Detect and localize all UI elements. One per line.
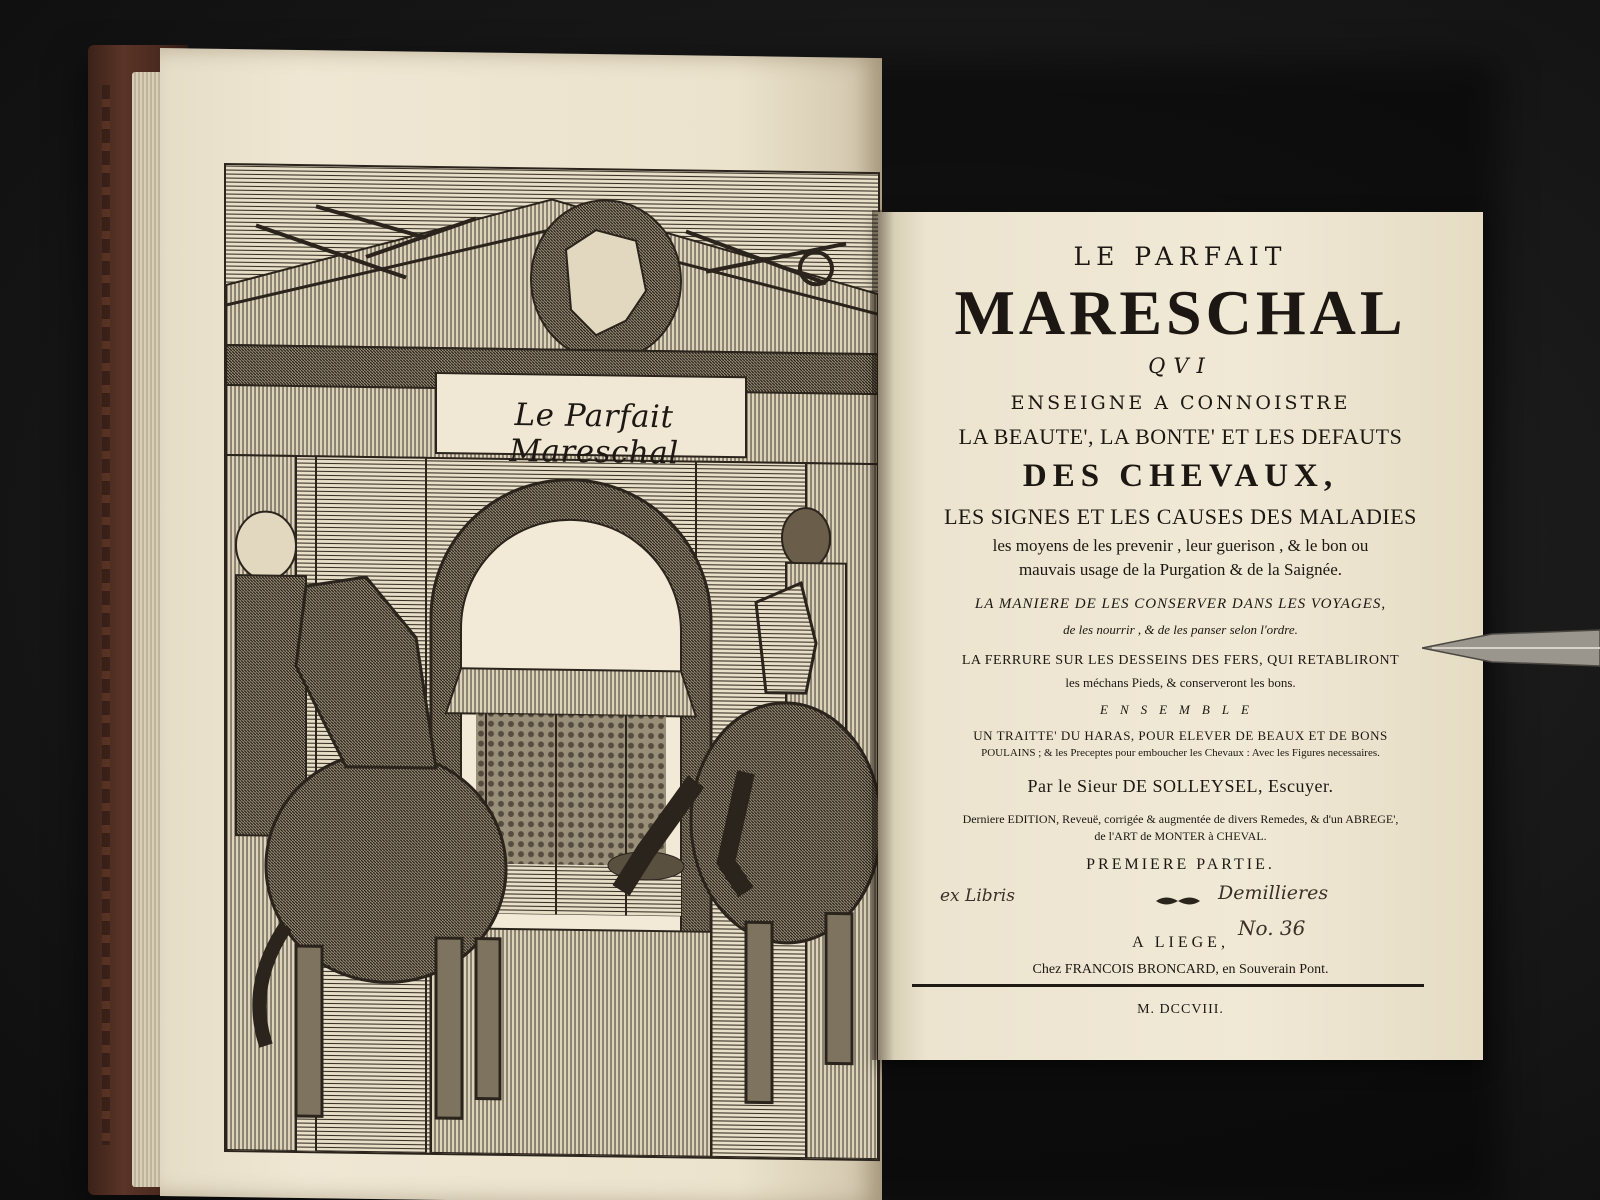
title-line-moyens: les moyens de les prevenir , leur guerison , & le bon ou [992, 536, 1369, 555]
frontispiece-engraving [224, 163, 880, 1161]
title-line-ensemble: ENSEMBLE [1100, 702, 1261, 717]
title-line-poulains: POULAINS ; & les Preceptes pour emboucher les Chevaux : Avec les Figures necessaires. [981, 747, 1380, 759]
handwritten-owner-name: Demillieres [1218, 882, 1329, 904]
horizontal-rule [912, 984, 1424, 987]
title-line-printer: Chez FRANCOIS BRONCARD, en Souverain Pont. [1032, 962, 1329, 977]
page-pointer-icon [1422, 626, 1600, 670]
title-line-qui: QVI [1148, 354, 1213, 378]
title-line-traitte: UN TRAITTE' DU HARAS, POUR ELEVER DE BEAUX ET DE BONS [973, 728, 1388, 743]
title-line-nourrir: de les nourrir , & de les panser selon l'ordre. [1063, 622, 1298, 637]
title-line-le-parfait: LE PARFAIT [1073, 242, 1288, 271]
title-line-liege: A LIEGE, [1132, 934, 1229, 951]
title-line-pieds: les méchans Pieds, & conserveront les bons. [1065, 675, 1296, 690]
title-line-art: de l'ART de MONTER à CHEVAL. [1094, 829, 1267, 843]
handwritten-number: No. 36 [1238, 916, 1306, 940]
title-line-chevaux: DES CHEVAUX, [1022, 458, 1339, 494]
title-line-enseigne: ENSEIGNE A CONNOISTRE [1010, 392, 1351, 414]
title-line-date: M. DCCVIII. [1137, 1002, 1224, 1017]
engraving-illustration [226, 165, 878, 1159]
book-gutter [872, 210, 894, 1060]
title-line-mareschal: MARESCHAL [954, 277, 1407, 348]
handwritten-ex-libris: ex Libris [940, 886, 1015, 906]
title-line-premiere-partie: PREMIERE PARTIE. [1086, 856, 1275, 873]
title-line-maniere: LA MANIERE DE LES CONSERVER DANS LES VOYAGES, [974, 596, 1387, 612]
title-line-signes: LES SIGNES ET LES CAUSES DES MALADIES [944, 504, 1417, 529]
title-line-author: Par le Sieur DE SOLLEYSEL, Escuyer. [1027, 776, 1334, 796]
title-line-ferrure: LA FERRURE SUR LES DESSEINS DES FERS, QUI RETABLIRONT [961, 653, 1400, 668]
title-line-beaute: LA BEAUTE', LA BONTE' ET LES DEFAUTS [958, 424, 1403, 449]
fleuron-ornament [1154, 894, 1202, 908]
cartouche-title: Le Parfait Mareschal [509, 397, 679, 472]
title-line-edition: Derniere EDITION, Reveuë, corrigée & augmentée de divers Remedes, & d'un ABREGE', [962, 812, 1399, 826]
title-line-purgation: mauvais usage de la Purgation & de la Saignée. [1018, 560, 1343, 579]
title-page [878, 212, 1483, 1060]
